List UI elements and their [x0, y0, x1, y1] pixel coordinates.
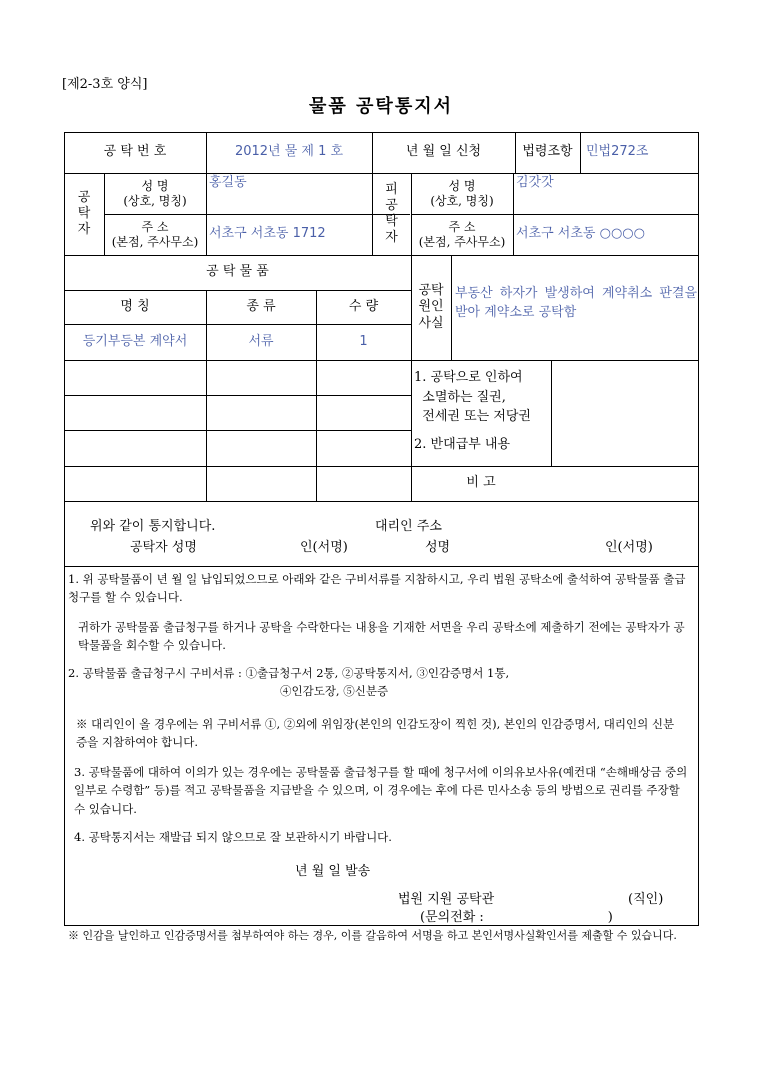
cause-text: 부동산 하자가 발생하여 계약취소 판결을 받아 계약소로 공탁함 — [455, 286, 697, 320]
notice-line: 위와 같이 통지합니다. — [90, 519, 216, 534]
instruction-1: 1. 위 공탁물품이 년 월 일 납입되었으므로 아래와 같은 구비서류를 지참하시고, 우리 법원 공탁소에 출석하여 공탁물품 출급청구를 할 수 있습니다. — [68, 572, 686, 605]
case-number-value: 2012년 물 제 1 호 — [234, 144, 344, 160]
depositor-label: 공 탁 자 — [77, 189, 91, 238]
extinguish-label: 1. 공탁으로 인하여 소멸하는 질권, 전세권 또는 저당권 — [414, 370, 531, 424]
depositee-name: 김갓갓 — [516, 175, 554, 190]
col-qty: 수 량 — [348, 298, 379, 314]
footnote: ※ 인감을 날인하고 인감증명서를 첨부하여야 하는 경우, 이를 갈음하여 서명을 하고 본인서명사실확인서를 제출할 수 있습니다. — [68, 929, 677, 942]
counter-label: 2. 반대급부 내용 — [414, 436, 511, 452]
law-value: 민법272조 — [586, 144, 649, 160]
apply-date: 년 월 일 신청 — [405, 144, 482, 160]
law-label: 법령조항 — [522, 144, 573, 160]
official-seal: (직인) — [628, 892, 664, 907]
case-number-label: 공 탁 번 호 — [103, 144, 167, 160]
item-name: 등기부등본 계약서 — [82, 333, 188, 349]
col-name: 명 칭 — [120, 298, 150, 314]
page-title: 물품 공탁통지서 — [309, 96, 453, 117]
depositee-name-label: 성 명 (상호, 명칭) — [430, 178, 494, 208]
item-type: 서류 — [248, 333, 274, 349]
instruction-agent: ※ 대리인이 올 경우에는 위 구비서류 ①, ②외에 위임장(본인의 인감도장이 찍힌 것), 본인의 인감증명서, 대리인의 신분증을 지참하여야 합니다. — [76, 717, 675, 750]
depositor-name-label: 성 명 (상호, 명칭) — [123, 178, 187, 208]
form-label: [제2-3호 양식] — [62, 77, 148, 92]
agent-address-label: 대리인 주소 — [375, 519, 442, 534]
depositee-address: 서초구 서초동 ○○○○ — [516, 226, 645, 242]
seal-2: 인(서명) — [605, 540, 653, 555]
instruction-3: 3. 공탁물품에 대하여 이의가 있는 경우에는 공탁물품 출급청구를 할 때에 청구서에 이의유보사유(예컨대 “손해배상금 중의 일부로 수령함” 등)를 적고 공탁물품을 지급받을 수 있으며, 이 경우에는 후에 다른 민사소송 등의 방법으로 권리를 주장할 수 있습니다. — [74, 765, 688, 816]
item-qty: 1 — [359, 333, 368, 349]
instruction-4: 4. 공탁통지서는 재발급 되지 않으므로 잘 보관하시기 바랍니다. — [74, 830, 392, 844]
agent-name-label: 성명 — [425, 540, 451, 555]
col-type: 종 류 — [246, 298, 276, 314]
depositee-address-label: 주 소 (본점, 주사무소) — [418, 219, 506, 249]
depositor-address: 서초구 서초동 1712 — [209, 226, 326, 242]
depositor-name-sign: 공탁자 성명 — [130, 540, 197, 555]
goods-header: 공 탁 물 품 — [206, 264, 269, 280]
send-date: 년 월 일 발송 — [295, 864, 371, 879]
instruction-1b: 귀하가 공탁물품 출급청구를 하거나 공탁을 수락한다는 내용을 기재한 서면을 우리 공탁소에 제출하기 전에는 공탁자가 공탁물품을 회수할 수 있습니다. — [78, 620, 685, 653]
remarks-label: 비 고 — [466, 475, 496, 491]
seal-1: 인(서명) — [300, 540, 348, 555]
depositee-label: 피 공 탁 자 — [385, 181, 398, 246]
depositor-name: 홍길동 — [209, 175, 247, 190]
depositor-address-label: 주 소 (본점, 주사무소) — [111, 219, 199, 249]
court-office: 법원 지원 공탁관 — [398, 892, 495, 907]
inquiry-phone: (문의전화 : ) — [420, 910, 613, 925]
cause-label: 공탁 원인 사실 — [418, 283, 444, 331]
instruction-2a: 2. 공탁물품 출급청구시 구비서류 : ①출급청구서 2통, ②공탁통지서, ③인감증명서 1통, — [68, 666, 510, 680]
instruction-2b: ④인감도장, ⑤신분증 — [280, 684, 389, 698]
